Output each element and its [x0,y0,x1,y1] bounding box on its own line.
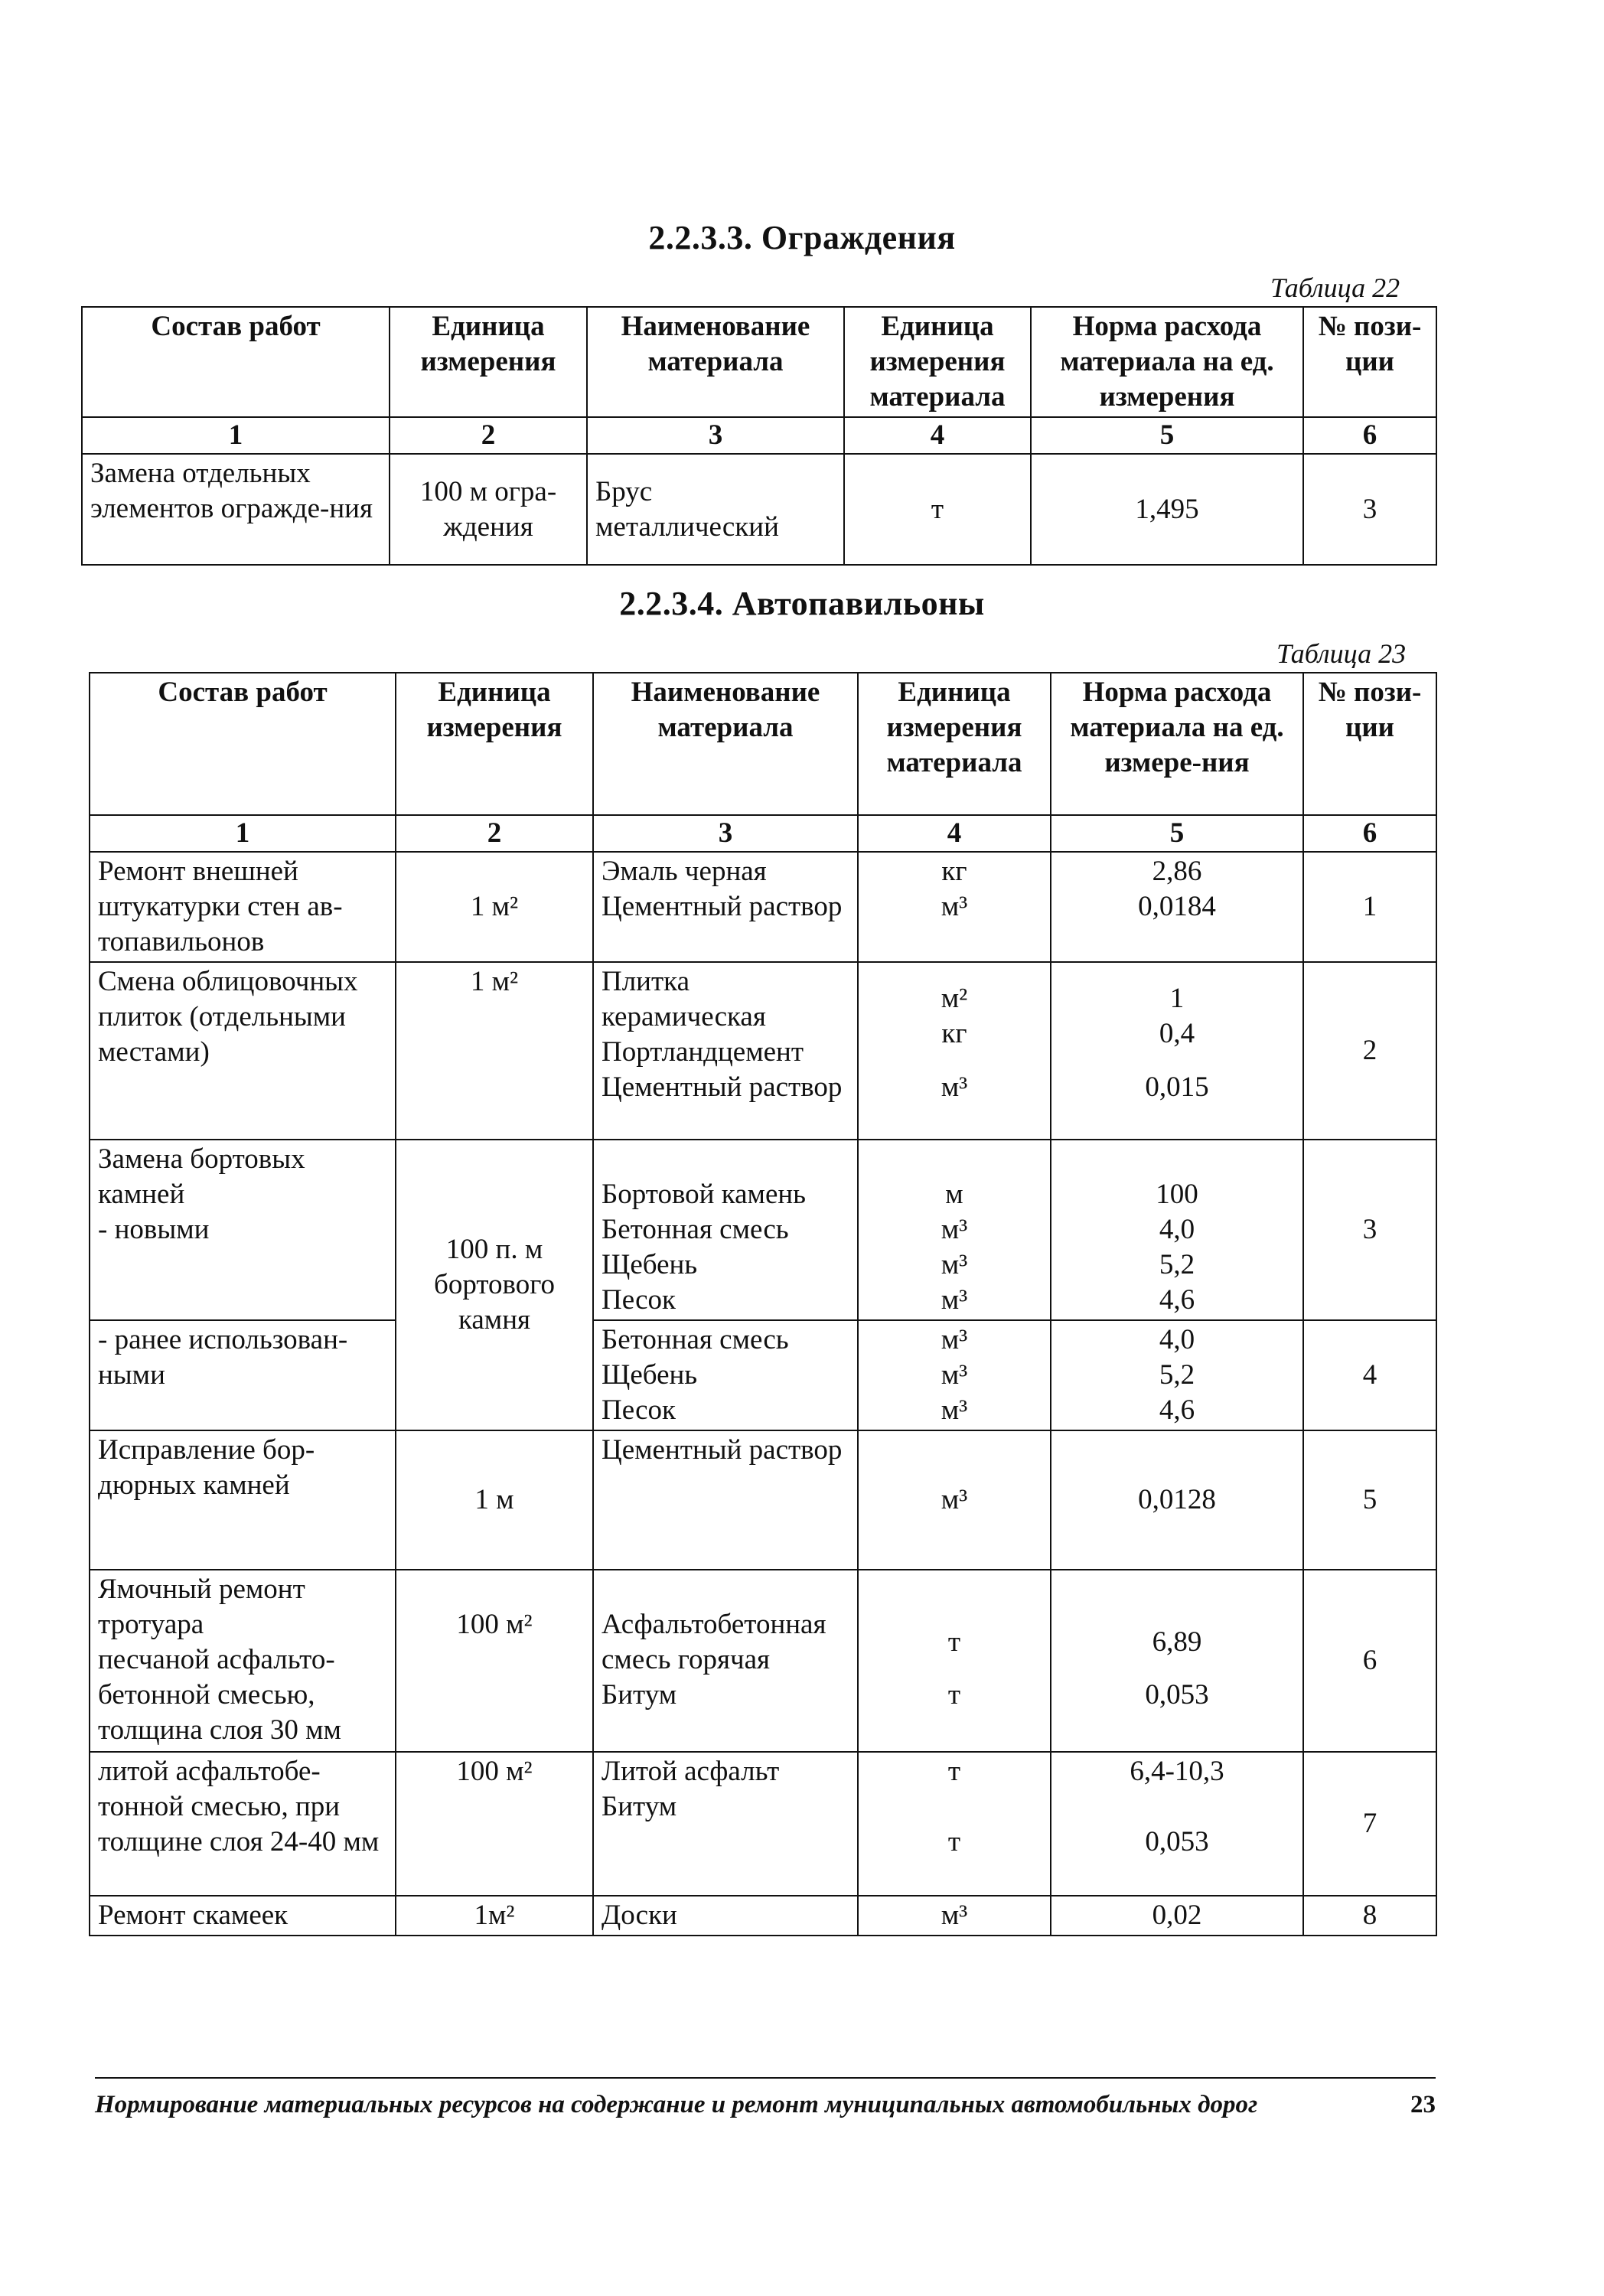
norm-value: 0,0128 [1138,1484,1216,1515]
norm-value: 0,053 [1145,1826,1209,1857]
cell-material-units [858,1752,1051,1896]
material-item: Щебень [602,1249,698,1280]
norm-value: 100 [1156,1179,1198,1210]
col-number: 1 [82,417,390,454]
norm-value: 4,6 [1159,1284,1195,1316]
material-unit: м³ [941,1284,968,1316]
table-row [90,962,1436,1140]
cell-norm: 1,495 [1031,454,1303,565]
material-item: Цементный раствор [602,1434,843,1466]
header-position: № пози-ции [1303,307,1436,417]
table-row [90,852,1436,962]
table-row [82,454,1436,565]
material-unit: м³ [941,891,968,922]
col-number: 4 [858,815,1051,852]
norm-value: 0,015 [1145,1071,1209,1103]
col-number: 3 [593,815,858,852]
header-unit: Единица измерения [390,307,587,417]
cell-unit: 1м² [396,1896,593,1936]
material-item: Литой асфальт [602,1756,780,1787]
cell-materials [593,1896,858,1936]
section-heading-pavilions: 2.2.3.4. Автопавильоны [619,585,985,622]
cell-position: 2 [1303,962,1436,1140]
material-item: Бортовой камень [602,1179,807,1210]
table-row [90,1896,1436,1936]
cell-unit [396,1570,593,1752]
material-unit: м [945,1179,963,1210]
material-unit: м³ [941,1900,968,1931]
norm-value: 0,02 [1152,1900,1202,1931]
cell-materials [593,1752,858,1896]
cell-material-unit: т [844,454,1031,565]
header-position: № пози-ции [1303,673,1436,815]
material-item: Эмаль черная [602,856,767,887]
cell-material: Брус металлический [587,454,844,565]
cell-material-units [858,1320,1051,1430]
header-material-unit: Единица измерения материала [844,307,1031,417]
material-item: Цементный раствор [602,891,843,922]
cell-position: 3 [1303,1140,1436,1320]
cell-work: литой асфальтобе-тонной смесью, при толщине слоя 24-40 мм [90,1752,396,1896]
footer-divider [95,2077,1436,2079]
material-unit: т [947,1756,961,1787]
cell-materials [593,1430,858,1570]
col-number: 3 [587,417,844,454]
material-item: Битум [602,1679,677,1711]
material-unit: кг [941,1018,967,1049]
material-item: Бетонная смесь [602,1214,789,1245]
cell-norms [1051,1140,1303,1320]
unit-text: 100 м² [456,1609,533,1640]
cell-norms [1051,852,1303,962]
material-unit: т [947,1826,961,1857]
material-unit: м³ [941,1214,968,1245]
material-item: Цементный раствор [602,1071,843,1103]
cell-work: Смена облицовочных плиток (отдельными местами) [90,962,396,1140]
table-row [90,1430,1436,1570]
material-unit: м² [941,983,968,1014]
cell-norms [1051,1752,1303,1896]
cell-norms [1051,1570,1303,1752]
page-footer [95,2091,1436,2119]
cell-position: 7 [1303,1752,1436,1896]
material-item: Плитка керамическая [602,966,766,1032]
norm-value: 2,86 [1152,856,1202,887]
material-unit: т [947,1626,961,1658]
cell-norms [1051,1430,1303,1570]
page-number: 23 [1410,2091,1436,2118]
cell-materials [593,1570,858,1752]
col-number: 5 [1031,417,1303,454]
cell-material-units [858,962,1051,1140]
cell-work: Ямочный ремонт тротуара песчаной асфальто-бетонной смесью, толщина слоя 30 мм [90,1570,396,1752]
norm-value: 6,89 [1152,1626,1202,1658]
table-label-22: Таблица 22 [1270,272,1400,303]
material-unit: м³ [941,1394,968,1426]
norm-value: 4,0 [1159,1214,1195,1245]
cell-material-units [858,852,1051,962]
table-label-23: Таблица 23 [1276,638,1407,669]
material-item: Асфальтобетонная смесь горячая [602,1609,826,1675]
cell-work: Замена бортовых камней - новыми [90,1140,396,1320]
norm-value: 5,2 [1159,1249,1195,1280]
material-item: Доски [602,1900,677,1931]
norm-value: 5,2 [1159,1359,1195,1391]
norm-value: 1 [1169,983,1185,1014]
norm-value: 4,0 [1159,1324,1195,1355]
material-unit: м³ [941,1324,968,1355]
norm-value: 0,0184 [1138,891,1216,922]
material-item: Бетонная смесь [602,1324,789,1355]
material-item: Битум [602,1791,677,1822]
cell-norms [1051,1320,1303,1430]
cell-position: 1 [1303,852,1436,962]
col-number: 2 [396,815,593,852]
section-heading-fences: 2.2.3.3. Ограждения [648,219,956,256]
cell-materials [593,962,858,1140]
table-row [90,1752,1436,1896]
cell-unit: 100 п. м бортового камня [396,1140,593,1430]
cell-unit: 100 м огра-ждения [390,454,587,565]
norm-value: 0,053 [1145,1679,1209,1711]
col-number: 6 [1303,815,1436,852]
cell-position: 5 [1303,1430,1436,1570]
cell-norms [1051,962,1303,1140]
col-number: 5 [1051,815,1303,852]
cell-work: - ранее использован-ными [90,1320,396,1430]
material-unit: т [947,1679,961,1711]
material-item: Песок [602,1284,676,1316]
col-number: 2 [390,417,587,454]
header-norm: Норма расхода материала на ед. измерения [1031,307,1303,417]
material-item: Портландцемент [602,1036,804,1068]
cell-materials [593,1320,858,1430]
header-material: Наименование материала [587,307,844,417]
norm-value: 0,4 [1159,1018,1195,1049]
cell-work: Ремонт скамеек [90,1896,396,1936]
cell-unit: 1 м² [396,962,593,1140]
cell-materials [593,1140,858,1320]
table-22 [81,306,1437,566]
cell-position: 6 [1303,1570,1436,1752]
cell-work: Замена отдельных элементов огражде-ния [82,454,390,565]
cell-work: Ремонт внешней штукатурки стен ав-топавильонов [90,852,396,962]
cell-material-units [858,1140,1051,1320]
table-row [90,1140,1436,1320]
material-item: Щебень [602,1359,698,1391]
material-unit: кг [941,856,967,887]
norm-value: 4,6 [1159,1394,1195,1426]
footer-text: Нормирование материальных ресурсов на содержание и ремонт муниципальных автомобильных дорог [95,2091,1258,2118]
cell-material-units [858,1896,1051,1936]
unit-text: 1 м² [470,891,519,922]
cell-position: 3 [1303,454,1436,565]
cell-material-units [858,1430,1051,1570]
material-item: Песок [602,1394,676,1426]
cell-unit: 1 м [396,1430,593,1570]
material-unit: м³ [941,1071,968,1103]
cell-unit [396,852,593,962]
table-row [90,1570,1436,1752]
cell-position: 4 [1303,1320,1436,1430]
header-work: Состав работ [82,307,390,417]
col-number: 1 [90,815,396,852]
header-work: Состав работ [90,673,396,815]
material-unit: м³ [941,1249,968,1280]
header-norm: Норма расхода материала на ед. измере-ния [1051,673,1303,815]
cell-materials [593,852,858,962]
table-row [90,1320,1436,1430]
cell-unit: 100 м² [396,1752,593,1896]
header-material: Наименование материала [593,673,858,815]
header-material-unit: Единица измерения материала [858,673,1051,815]
table-23 [89,672,1437,1936]
material-unit: м³ [941,1484,968,1515]
header-unit: Единица измерения [396,673,593,815]
material-unit: м³ [941,1359,968,1391]
col-number: 4 [844,417,1031,454]
cell-norms [1051,1896,1303,1936]
cell-position: 8 [1303,1896,1436,1936]
col-number: 6 [1303,417,1436,454]
cell-material-units [858,1570,1051,1752]
cell-work: Исправление бор-дюрных камней [90,1430,396,1570]
norm-value: 6,4-10,3 [1130,1756,1224,1787]
